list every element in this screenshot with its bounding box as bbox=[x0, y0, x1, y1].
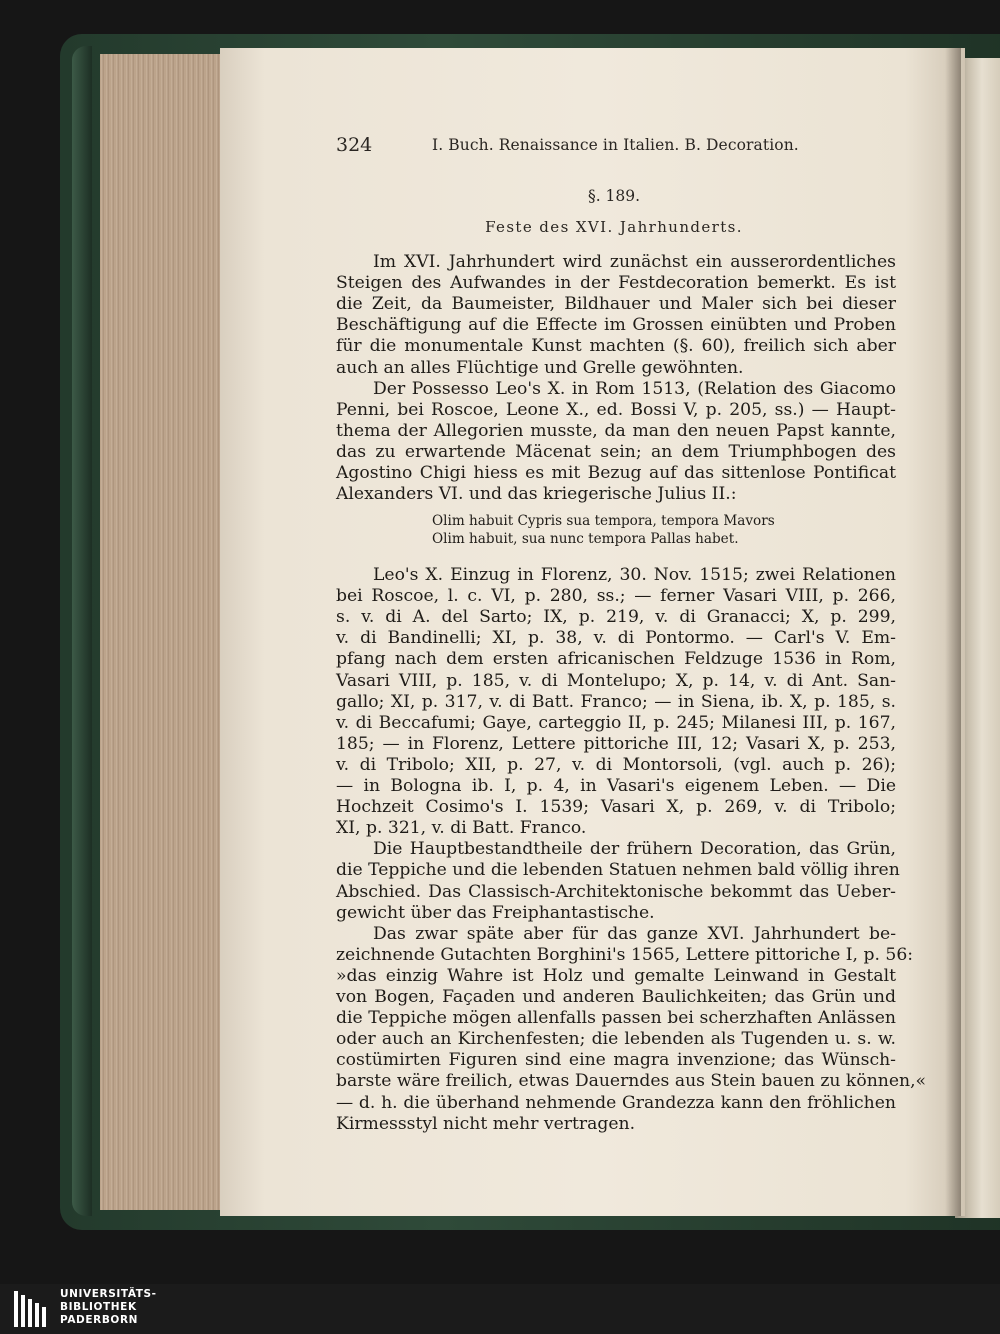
text-line: von Bogen, Façaden und anderen Baulichkeiten; das Grün und bbox=[336, 987, 896, 1007]
text-line: — in Bologna ib. I, p. 4, in Vasari's eigenem Leben. — Die bbox=[336, 776, 896, 796]
text-line: oder auch an Kirchenfesten; die lebenden als Tugenden u. s. w. bbox=[336, 1029, 896, 1050]
text-line: v. di Tribolo; XII, p. 27, v. di Montorsoli, (vgl. auch p. 26); bbox=[336, 754, 896, 775]
gutter-shadow bbox=[945, 48, 961, 1216]
section-title: Feste des XVI. Jahrhunderts. bbox=[485, 218, 743, 236]
text-line: bei Roscoe, l. c. VI, p. 280, ss.; — ferner Vasari VIII, p. 266, bbox=[336, 586, 896, 607]
university-library-logo-icon bbox=[14, 1289, 54, 1329]
text-line: Penni, bei Roscoe, Leone X., ed. Bossi V, p. 205, ss.) — Haupt- bbox=[336, 399, 896, 420]
library-name-line: UNIVERSITÄTS- bbox=[60, 1288, 157, 1300]
text-line: XI, p. 321, v. di Batt. Franco. bbox=[336, 818, 587, 839]
quote-line: Olim habuit Cypris sua tempora, tempora Mavors bbox=[432, 513, 775, 529]
quote-line: Olim habuit, sua nunc tempora Pallas habet. bbox=[432, 531, 739, 547]
text-line: thema der Allegorien musste, da man den neuen Papst kannte, bbox=[336, 420, 896, 441]
text-line: Die Hauptbestandtheile der frühern Decoration, das Grün, bbox=[373, 839, 896, 860]
text-line: Hochzeit Cosimo's I. 1539; Vasari X, p. 269, v. di Tribolo; bbox=[336, 797, 896, 818]
cover-spine-edge bbox=[72, 46, 92, 1216]
text-line: costümirten Figuren sind eine magra invenzione; das Wünsch- bbox=[336, 1050, 896, 1071]
text-line: Im XVI. Jahrhundert wird zunächst ein ausserordentliches bbox=[373, 252, 896, 272]
text-line: Kirmessstyl nicht mehr vertragen. bbox=[336, 1113, 636, 1134]
text-line: Das zwar späte aber für das ganze XVI. Jahrhundert be- bbox=[373, 923, 896, 944]
text-line: die Teppiche mögen allenfalls passen bei scherzhaften Anlässen bbox=[336, 1008, 896, 1029]
text-line: Der Possesso Leo's X. in Rom 1513, (Relation des Giacomo bbox=[373, 378, 896, 399]
running-head-title: I. Buch. Renaissance in Italien. B. Decoration. bbox=[432, 136, 799, 154]
page-number: 324 bbox=[336, 134, 373, 156]
library-footer bbox=[0, 1284, 1000, 1334]
text-line: Beschäftigung auf die Effecte im Grossen einübten und Proben bbox=[336, 315, 896, 336]
text-line: — d. h. die überhand nehmende Grandezza kann den fröhlichen bbox=[336, 1092, 896, 1113]
text-line: pfang nach dem ersten africanischen Feldzuge 1536 in Rom, bbox=[336, 649, 896, 670]
text-line: Abschied. Das Classisch-Architektonische bekommt das Ueber- bbox=[336, 881, 896, 902]
text-line: v. di Bandinelli; XI, p. 38, v. di Pontormo. — Carl's V. Em- bbox=[336, 628, 896, 649]
text-line: »das einzig Wahre ist Holz und gemalte Leinwand in Gestalt bbox=[336, 965, 896, 986]
text-line: auch an alles Flüchtige und Grelle gewöhnten. bbox=[336, 357, 744, 378]
section-number: §. 189. bbox=[587, 187, 641, 205]
text-line: s. v. di A. del Sarto; IX, p. 219, v. di Granacci; X, p. 299, bbox=[336, 607, 896, 628]
text-line: Alexanders VI. und das kriegerische Julius II.: bbox=[336, 484, 737, 505]
text-line: Leo's X. Einzug in Florenz, 30. Nov. 1515; zwei Relationen bbox=[373, 565, 896, 585]
library-name-line: BIBLIOTHEK bbox=[60, 1301, 137, 1313]
text-line: Agostino Chigi hiess es mit Bezug auf das sittenlose Pontificat bbox=[336, 463, 896, 483]
text-line: die Teppiche und die lebenden Statuen nehmen bald völlig ihren bbox=[336, 860, 900, 881]
library-name-line: PADERBORN bbox=[60, 1314, 139, 1326]
text-line: 185; — in Florenz, Lettere pittoriche III, 12; Vasari X, p. 253, bbox=[336, 733, 896, 754]
text-line: gewicht über das Freiphantastische. bbox=[336, 902, 655, 923]
text-line: barste wäre freilich, etwas Dauerndes aus Stein bauen zu können,« bbox=[336, 1071, 927, 1092]
running-head bbox=[336, 134, 896, 164]
text-line: das zu erwartende Mäcenat sein; an dem Triumphbogen des bbox=[336, 441, 896, 462]
text-line: gallo; XI, p. 317, v. di Batt. Franco; — in Siena, ib. X, p. 185, s. bbox=[336, 691, 896, 712]
text-line: die Zeit, da Baumeister, Bildhauer und Maler sich bei dieser bbox=[336, 294, 896, 315]
text-line: v. di Beccafumi; Gaye, carteggio II, p. 245; Milanesi III, p. 167, bbox=[336, 712, 896, 733]
text-line: zeichnende Gutachten Borghini's 1565, Lettere pittoriche I, p. 56: bbox=[336, 944, 914, 965]
text-line: Vasari VIII, p. 185, v. di Montelupo; X, p. 14, v. di Ant. San- bbox=[336, 670, 896, 691]
page-block-edge bbox=[100, 54, 225, 1210]
library-name bbox=[60, 1288, 157, 1327]
text-line: für die monumentale Kunst machten (§. 60), freilich sich aber bbox=[336, 336, 896, 357]
text-line: Steigen des Aufwandes in der Festdecoration bemerkt. Es ist bbox=[336, 273, 896, 294]
